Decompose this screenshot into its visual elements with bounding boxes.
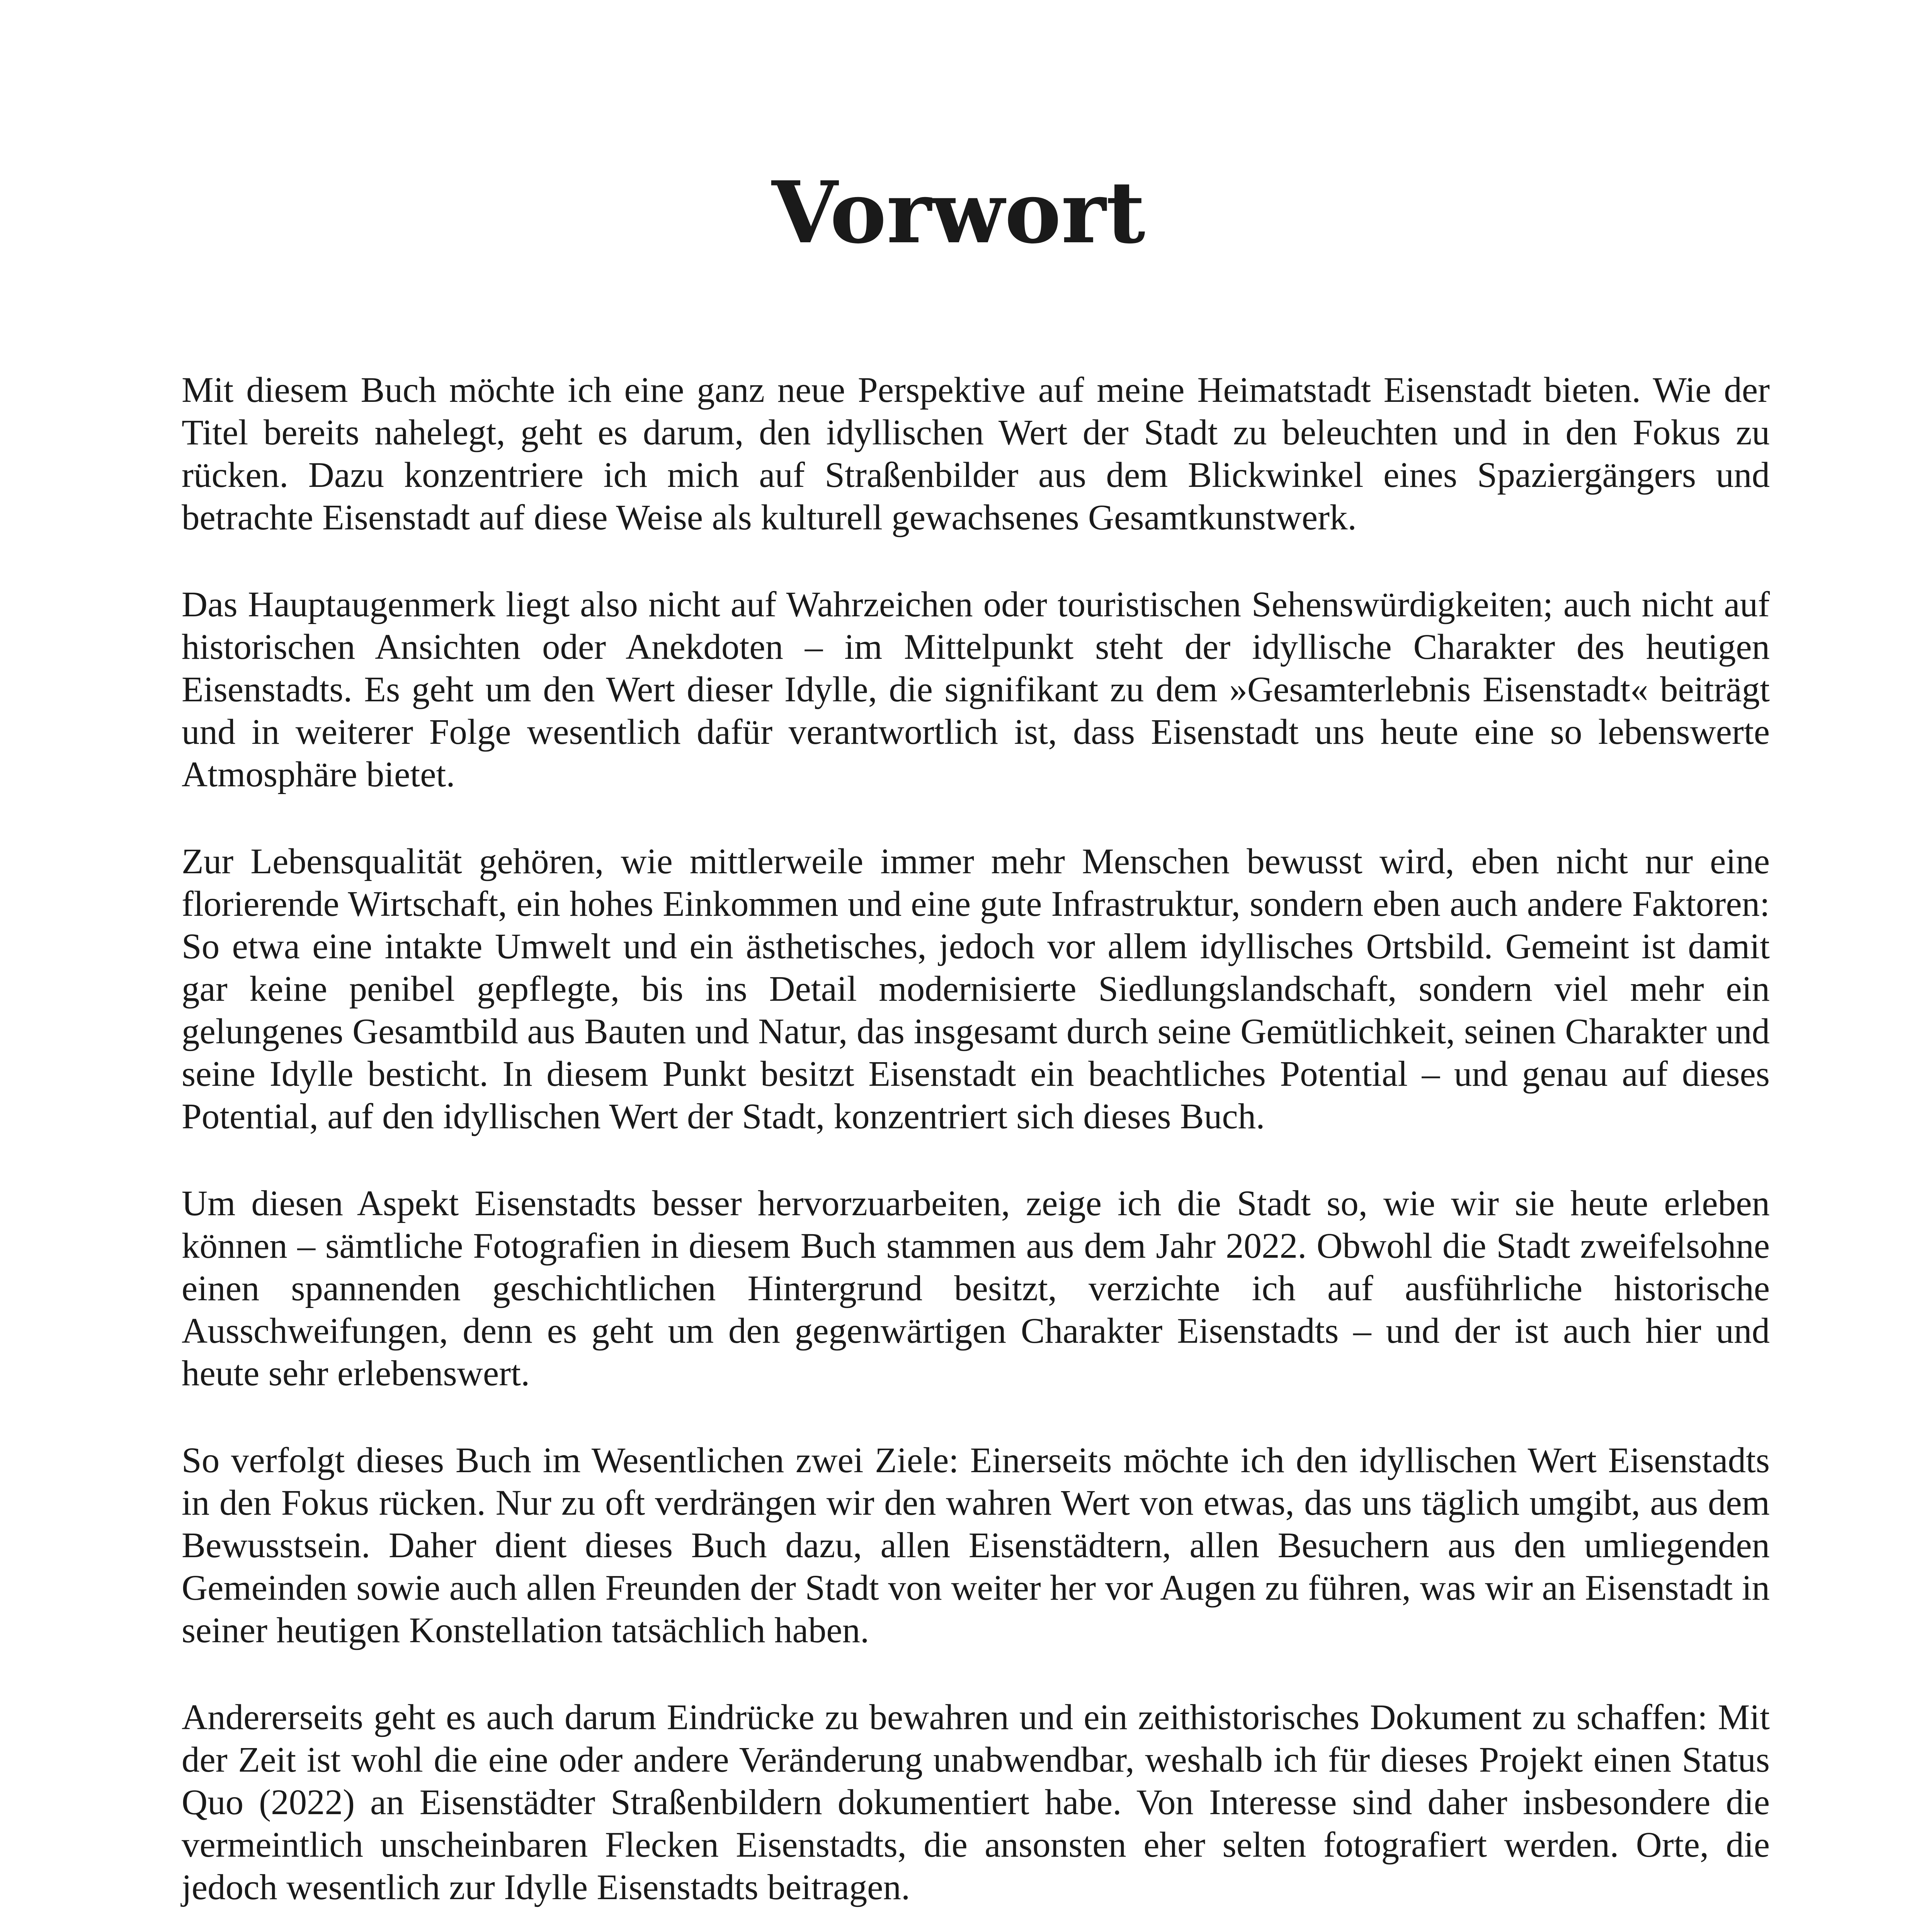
paragraph-1: Mit diesem Buch möchte ich eine ganz neue Perspektive auf meine Heimatstadt Eisenstadt bieten. Wie der Titel bereits nahelegt, geht es darum, den idyllischen Wert der Stadt zu beleuchten und in den Fokus zu rücken. Dazu konzentriere ich mich auf Straßenbilder aus dem Blickwinkel eines Spaziergängers und betrachte Eisenstadt auf diese Weise als kulturell gewachsenes Gesamtkunstwerk.	[182, 370, 1770, 537]
body-text	[182, 369, 1770, 1932]
paragraph-3: Zur Lebensqualität gehören, wie mittlerweile immer mehr Menschen bewusst wird, eben nicht nur eine florierende Wirtschaft, ein hohes Einkommen und eine gute Infrastruktur, sondern eben auch andere Faktoren: So etwa eine intakte Umwelt und ein ästhetisches, jedoch vor allem idyllisches Ortsbild. Gemeint ist damit gar keine penibel gepflegte, bis ins Detail modernisierte Siedlungslandschaft, sondern viel mehr ein gelungenes Gesamtbild aus Bauten und Natur, das insgesamt durch seine Gemütlichkeit, seinen Charakter und seine Idylle besticht. In diesem Punkt besitzt Eisenstadt ein beachtliches Potential – und genau auf dieses Potential, auf den idyllischen Wert der Stadt, konzentriert sich dieses Buch.	[182, 842, 1770, 1136]
paragraph-4: Um diesen Aspekt Eisenstadts besser hervorzuarbeiten, zeige ich die Stadt so, wie wir sie heute erleben können – sämtliche Fotografien in diesem Buch stammen aus dem Jahr 2022. Obwohl die Stadt zweifelsohne einen spannenden geschichtlichen Hintergrund besitzt, verzichte ich auf ausführliche historische Ausschweifungen, denn es geht um den gegenwärtigen Charakter Eisenstadts – und der ist auch hier und heute sehr erlebenswert.	[182, 1184, 1770, 1393]
paragraph-6: Andererseits geht es auch darum Eindrücke zu bewahren und ein zeithistorisches Dokument zu schaffen: Mit der Zeit ist wohl die eine oder andere Veränderung unabwendbar, weshalb ich für dieses Projekt einen Status Quo (2022) an Eisenstädter Straßenbildern dokumentiert habe. Von Interesse sind daher insbesondere die vermeintlich unscheinbaren Flecken Eisenstadts, die ansonsten eher selten fotografiert werden. Orte, die jedoch wesentlich zur Idylle Eisenstadts beitragen.	[182, 1697, 1770, 1907]
page-title: Vorwort	[772, 162, 1145, 262]
paragraph-5: So verfolgt dieses Buch im Wesentlichen zwei Ziele: Einerseits möchte ich den idyllischen Wert Eisenstadts in den Fokus rücken. Nur zu oft verdrängen wir den wahren Wert von etwas, das uns täglich umgibt, aus dem Bewusstsein. Daher dient dieses Buch dazu, allen Eisenstädtern, allen Besuchern aus den umliegenden Gemeinden sowie auch allen Freunden der Stadt von weiter her vor Augen zu führen, was wir an Eisenstadt in seiner heutigen Konstellation tatsächlich haben.	[182, 1440, 1770, 1650]
paragraph-2: Das Hauptaugenmerk liegt also nicht auf Wahrzeichen oder touristischen Sehenswürdigkeiten; auch nicht auf historischen Ansichten oder Anekdoten – im Mittelpunkt steht der idyllische Charakter des heutigen Eisenstadts. Es geht um den Wert dieser Idylle, die signifikant zu dem »Gesamterlebnis Eisenstadt« beiträgt und in weiterer Folge wesentlich dafür verantwortlich ist, dass Eisenstadt uns heute eine so lebenswerte Atmosphäre bietet.	[182, 585, 1770, 794]
